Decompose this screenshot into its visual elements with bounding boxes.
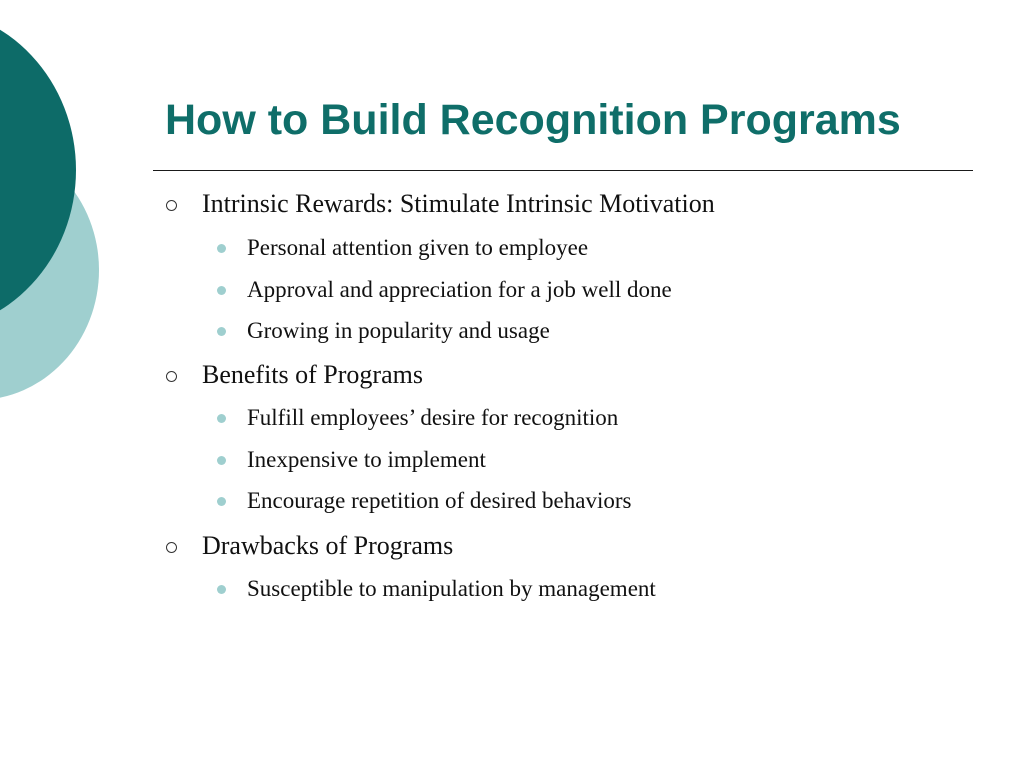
hollow-circle-bullet-icon [166,371,177,382]
section-heading: Benefits of Programs [202,360,423,389]
list-item: Personal attention given to employee [247,235,589,260]
dot-bullet-icon [217,456,226,465]
dot-bullet-icon [217,286,226,295]
list-item: Growing in popularity and usage [247,318,550,343]
dot-bullet-icon [217,327,226,336]
list-item: Inexpensive to implement [247,447,486,472]
list-item: Susceptible to manipulation by management [247,576,656,601]
dot-bullet-icon [217,244,226,253]
section-heading: Intrinsic Rewards: Stimulate Intrinsic Motivation [202,189,715,218]
section-heading: Drawbacks of Programs [202,531,454,560]
hollow-circle-bullet-icon [166,200,177,211]
list-item: Fulfill employees’ desire for recognition [247,405,619,430]
slide-title: How to Build Recognition Programs [165,96,901,144]
hollow-circle-bullet-icon [166,542,177,553]
dot-bullet-icon [217,585,226,594]
dot-bullet-icon [217,497,226,506]
dot-bullet-icon [217,414,226,423]
list-item: Approval and appreciation for a job well done [247,277,672,302]
list-item: Encourage repetition of desired behaviors [247,488,632,513]
